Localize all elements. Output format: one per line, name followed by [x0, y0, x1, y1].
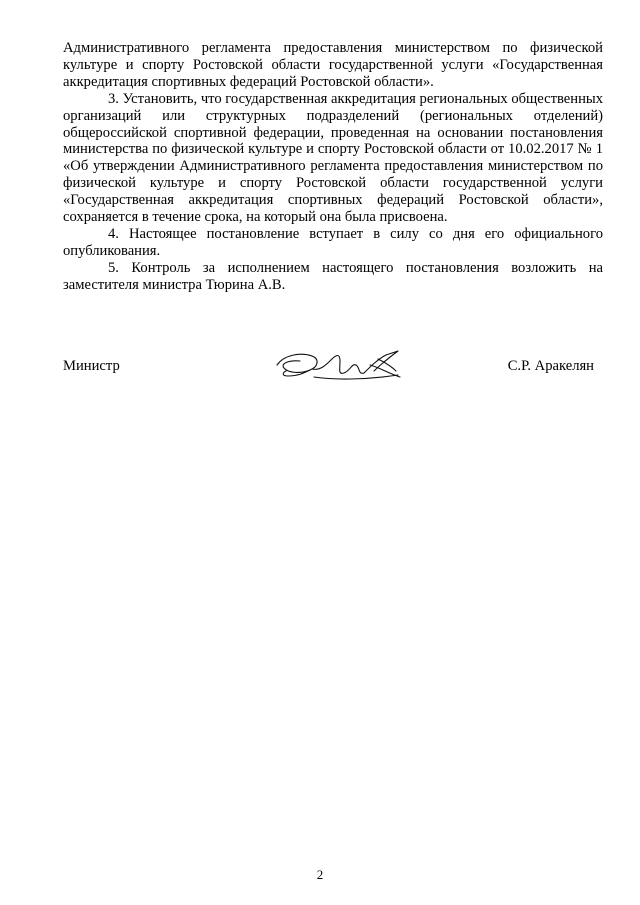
signatory-name: С.Р. Аракелян [507, 358, 594, 374]
paragraph-item-4: 4. Настоящее постановление вступает в силу со дня его официального опубликования. [63, 225, 603, 259]
paragraph-item-5: 5. Контроль за исполнением настоящего постановления возложить на заместителя министра Тюрина А.В. [63, 259, 603, 293]
document-body [63, 40, 603, 294]
paragraph-item-3: 3. Установить, что государственная аккредитация региональных общественных организаций или структурных подразделений (региональных отделений) общероссийской спортивной федерации, проведенная на основании постановления министерства по физической культуре и спорту Ростовской области от 10.02.2017 № 1 «Об утверждении Административного регламента предоставления министерством по физической культуре и спорту Ростовской области государственной услуги «Государственная аккредитация спортивных федераций Ростовской области», сохраняется в течение срока, на который она была присвоена. [63, 90, 603, 226]
signatory-role: Министр [63, 358, 120, 374]
paragraph-continuation: Административного регламента предоставления министерством по физической культуре и спорту Ростовской области государственной услуги «Государственная аккредитация спортивных федераций Ростовской области». [63, 40, 603, 90]
handwritten-signature [274, 343, 414, 385]
page-number: 2 [316, 867, 324, 882]
